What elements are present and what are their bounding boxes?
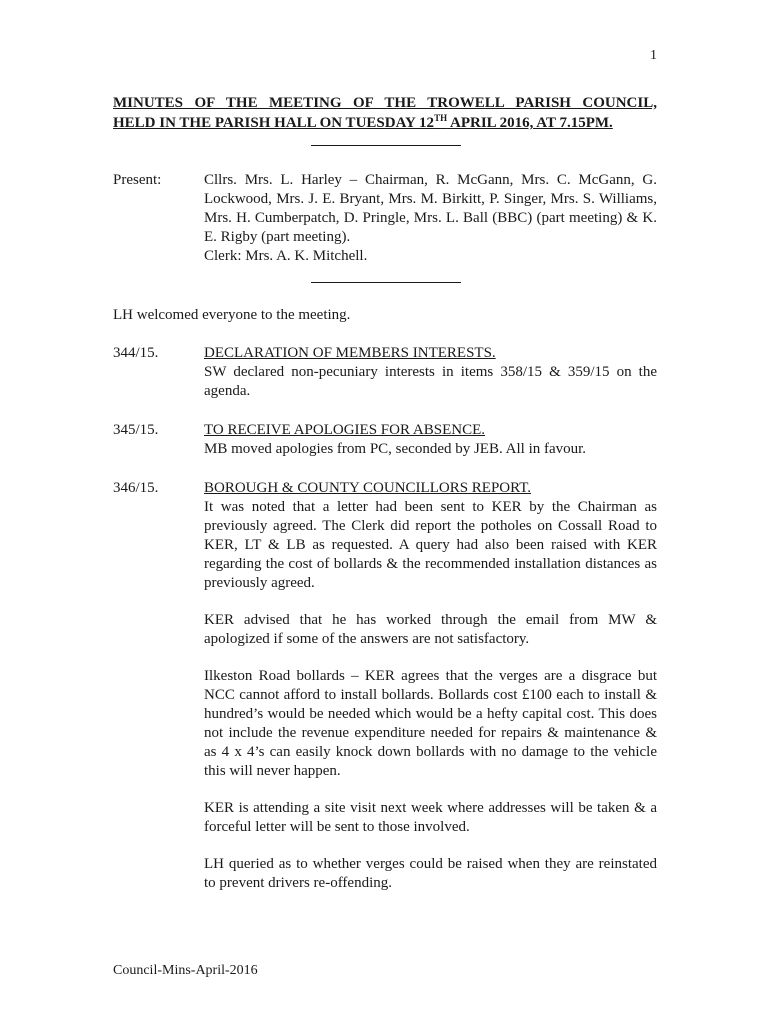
page-number: 1 (650, 48, 657, 63)
item-paragraph: MB moved apologies from PC, seconded by JEB. All in favour. (204, 441, 587, 457)
item-body (204, 479, 657, 893)
title-line-2 (113, 113, 657, 133)
item-paragraph: KER advised that he has worked through the email from MW & apologized if some of the answers are not satisfactory. (204, 612, 657, 647)
item-body (204, 344, 657, 401)
item-heading: DECLARATION OF MEMBERS INTERESTS. (204, 345, 496, 361)
item-paragraph: KER is attending a site visit next week where addresses will be taken & a forceful letter will be sent to those involved. (204, 800, 657, 835)
item-number: 346/15. (113, 480, 159, 496)
item-paragraph: Ilkeston Road bollards – KER agrees that the verges are a disgrace but NCC cannot afford to install bollards. Bollards cost £100 each to install & hundred’s would be needed which would be a hefty capital cost. This does not include the revenue expenditure needed for repairs & maintenance & as 4 x 4’s can easily knock down bollards with no damage to the vehicle this will never happen. (204, 668, 657, 779)
present-list (204, 171, 657, 266)
title-line-1: MINUTES OF THE MEETING OF THE TROWELL PARISH COUNCIL, (113, 95, 657, 111)
item-paragraph: LH queried as to whether verges could be raised when they are reinstated to prevent drivers re-offending. (204, 856, 657, 891)
welcome-statement: LH welcomed everyone to the meeting. (113, 307, 351, 323)
title-line-2-end: APRIL 2016, AT 7.15PM. (447, 115, 613, 131)
item-heading: TO RECEIVE APOLOGIES FOR ABSENCE. (204, 422, 486, 438)
present-label: Present: (113, 172, 162, 188)
item-paragraph: SW declared non-pecuniary interests in items 358/15 & 359/15 on the agenda. (204, 364, 657, 399)
attendance-divider (311, 282, 461, 283)
present-members: Cllrs. Mrs. L. Harley – Chairman, R. McGann, Mrs. C. McGann, G. Lockwood, Mrs. J. E. Bryant, Mrs. M. Birkitt, P. Singer, Mrs. S. Williams, Mrs. H. Cumberpatch, D. Pringle, Mrs. L. Ball (BBC) (part meeting) & K. E. Rigby (part meeting). (204, 172, 657, 245)
item-body (204, 421, 657, 459)
item-paragraph: It was noted that a letter had been sent to KER by the Chairman as previously agreed. The Clerk did report the potholes on Cossall Road to KER, LT & LB as requested. A query had also been raised with KER regarding the cost of bollards & the recommended installation distances as previously agreed. (204, 499, 657, 591)
item-heading: BOROUGH & COUNTY COUNCILLORS REPORT. (204, 480, 532, 496)
title-line-2-text: HELD IN THE PARISH HALL ON TUESDAY 12 (113, 115, 435, 131)
document-footer: Council-Mins-April-2016 (113, 963, 258, 978)
item-number: 345/15. (113, 422, 159, 438)
item-number: 344/15. (113, 345, 159, 361)
present-clerk: Clerk: Mrs. A. K. Mitchell. (204, 248, 368, 264)
document-title (113, 93, 657, 133)
title-divider (311, 145, 461, 146)
title-date-suffix: TH (434, 113, 448, 123)
